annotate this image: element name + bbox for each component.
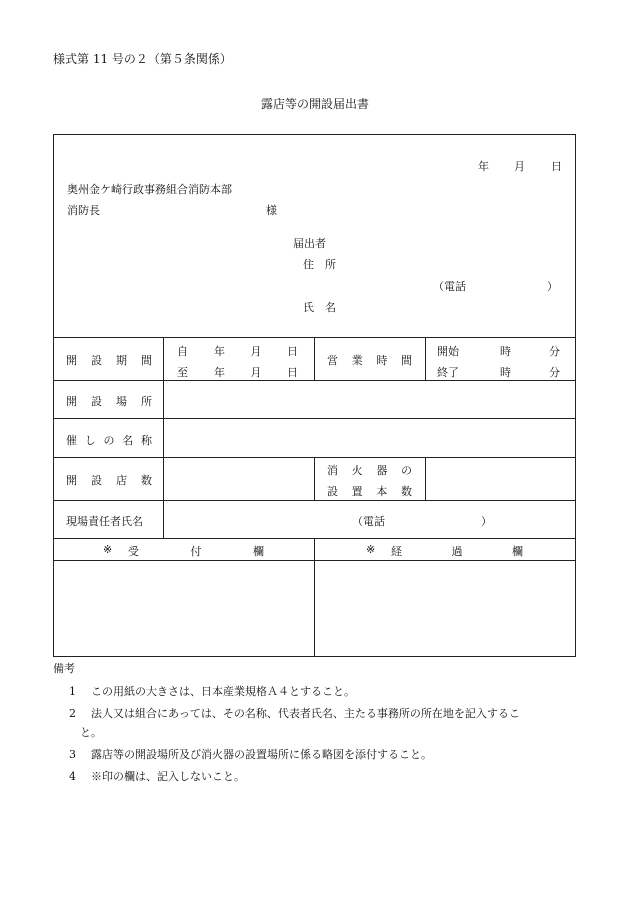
period-from-date-field[interactable]: 年 月 日 [214, 345, 298, 358]
count-field[interactable] [164, 458, 314, 500]
manager-phone-open: （電話 [352, 515, 385, 528]
progress-header: 経 過 欄 [391, 545, 523, 558]
hours-end-field[interactable]: 時 分 [500, 366, 560, 379]
note-text: ※印の欄は、記入しないこと。 [91, 770, 245, 783]
recipient-chief: 消防長 [67, 204, 100, 217]
extinguisher-count-field[interactable] [426, 458, 575, 500]
date-month-field[interactable]: 月 [514, 160, 525, 173]
place-label: 開 設 場 所 [66, 395, 152, 408]
applicant-phone-open: （電話 [433, 280, 466, 293]
note-text-continuation: と。 [80, 726, 102, 739]
date-year-field[interactable]: 年 [478, 160, 489, 173]
recipient-honorific: 様 [266, 204, 277, 217]
event-field[interactable] [164, 419, 575, 457]
table-col-rule [314, 337, 315, 380]
note-number: 1 [69, 685, 76, 698]
page-title: 露店等の開設届出書 [260, 97, 369, 111]
reception-header: 受 付 欄 [128, 545, 264, 558]
reception-mark: ※ [103, 543, 113, 556]
progress-area [315, 561, 575, 656]
note-number: 3 [69, 748, 76, 761]
applicant-address-field[interactable]: 住 所 [303, 258, 336, 271]
extinguisher-label-line2: 設 置 本 数 [327, 485, 412, 498]
hours-start-field[interactable]: 時 分 [500, 345, 560, 358]
period-to-date-field[interactable]: 年 月 日 [214, 366, 298, 379]
note-number: 2 [69, 707, 76, 720]
manager-phone-close: ） [481, 515, 492, 528]
period-from-label: 自 [177, 345, 188, 358]
place-field[interactable] [164, 381, 575, 418]
event-label: 催 し の 名 称 [66, 434, 152, 447]
note-text: この用紙の大きさは、日本産業規格Ａ４とすること。 [91, 685, 355, 698]
note-text: 法人又は組合にあっては、その名称、代表者氏名、主たる事務所の所在地を記入するこ [91, 707, 520, 720]
date-day-field[interactable]: 日 [551, 160, 562, 173]
note-number: 4 [69, 770, 76, 783]
progress-mark: ※ [366, 543, 376, 556]
hours-label: 営 業 時 間 [327, 354, 412, 367]
notes-heading: 備考 [53, 662, 75, 675]
hours-end-label: 終了 [437, 366, 459, 379]
note-text: 露店等の開設場所及び消火器の設置場所に係る略図を添付すること。 [91, 748, 432, 761]
table-rule [53, 500, 576, 501]
period-label: 開 設 期 間 [66, 354, 152, 367]
manager-label: 現場責任者氏名 [66, 515, 143, 528]
applicant-name-field[interactable]: 氏 名 [303, 301, 336, 314]
count-label: 開 設 店 数 [66, 474, 152, 487]
table-col-rule [425, 337, 426, 380]
reception-area [54, 561, 314, 656]
hours-start-label: 開始 [437, 345, 459, 358]
table-col-rule [314, 457, 315, 500]
applicant-label: 届出者 [293, 237, 326, 250]
form-number: 様式第 11 号の２（第５条関係） [53, 52, 232, 66]
extinguisher-label-line1: 消 火 器 の [327, 464, 412, 477]
recipient-org: 奥州金ケ崎行政事務組合消防本部 [67, 183, 232, 196]
applicant-phone-close: ） [547, 280, 558, 293]
period-to-label: 至 [177, 366, 188, 379]
